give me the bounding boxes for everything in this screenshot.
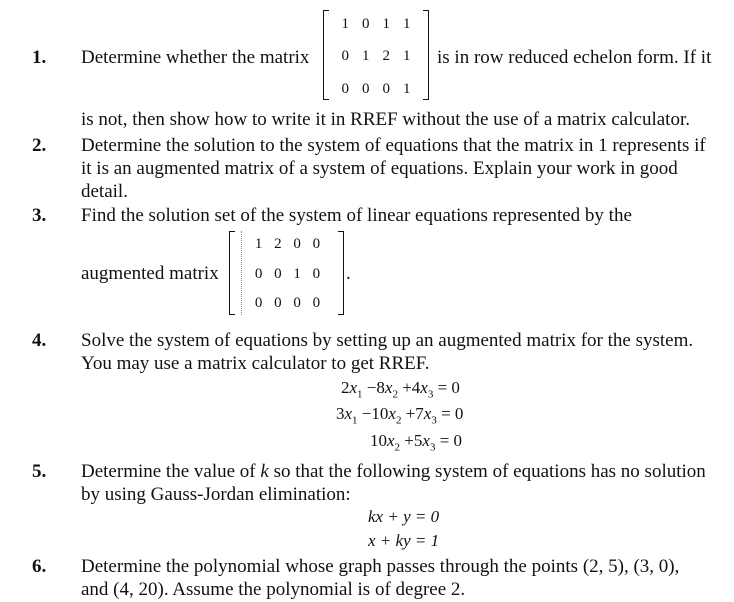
var: x [388, 404, 396, 423]
item-6-text-a: Determine the polynomial whose graph passes through the points (2, 5), (3, 0), [81, 556, 680, 577]
coef: +4 [402, 378, 421, 397]
item-1-text-c: is not, then show how to write it in RREF without the use of a matrix calculator. [81, 109, 690, 130]
matrix-cell: 1 [362, 48, 370, 64]
matrix-cell: 0 [254, 266, 263, 282]
var: x [384, 378, 393, 397]
rhs: = 0 [439, 431, 463, 450]
item-5-text-b: by using Gauss-Jordan elimination: [81, 484, 351, 505]
item-6-text-b: and (4, 20). Assume the polynomial is of degree 2. [81, 579, 466, 600]
variable-k: k [260, 461, 269, 482]
matrix-cell: 1 [403, 48, 411, 64]
matrix-1 [323, 10, 429, 100]
subscript: 2 [395, 414, 402, 427]
var: x [422, 431, 430, 450]
item-number-6: 6. [32, 556, 47, 577]
subscript: 2 [392, 388, 398, 401]
matrix-row [323, 47, 429, 65]
matrix-2 [229, 231, 344, 315]
subscript: 3 [429, 441, 436, 454]
subscript: 1 [357, 388, 363, 401]
matrix-row [229, 294, 344, 312]
coef: 3 [336, 404, 345, 423]
item-4-text-a: Solve the system of equations by setting up an augmented matrix for the system. [81, 330, 694, 351]
item-4-text-b: You may use a matrix calculator to get RREF. [81, 353, 430, 374]
matrix-cell: 1 [341, 16, 349, 32]
matrix-cell: 0 [382, 81, 390, 97]
matrix-cell: 1 [382, 16, 390, 32]
item-number-4: 4. [32, 330, 47, 351]
item-1-text-b: is in row reduced echelon form. If it [437, 47, 712, 68]
item-number-5: 5. [32, 461, 47, 482]
item-number-1: 1. [32, 47, 47, 68]
matrix-cell: 0 [293, 295, 301, 311]
subscript: 3 [427, 388, 434, 401]
matrix-cell: 1 [254, 236, 263, 252]
rhs: = 0 [441, 404, 464, 423]
item-3-text-b: augmented matrix [81, 263, 219, 284]
item-5-text-a-start: Determine the value of [81, 461, 256, 482]
subscript: 1 [352, 414, 358, 427]
matrix-row [323, 80, 429, 98]
item-5-text-a [81, 460, 706, 484]
matrix-cell: 1 [403, 16, 411, 32]
equation-5-1: kx + y = 0 [368, 507, 440, 526]
equation-4-3 [370, 430, 462, 458]
coef: 10 [370, 431, 387, 450]
var: x [344, 404, 353, 423]
subscript: 2 [394, 441, 401, 454]
matrix-cell: 1 [293, 266, 301, 282]
item-2-text-b: it is an augmented matrix of a system of equations. Explain your work in good [81, 158, 678, 179]
rhs: = 0 [437, 378, 460, 397]
coef: 2 [341, 378, 350, 397]
item-2-text-a: Determine the solution to the system of equations that the matrix in 1 represents if [81, 135, 706, 156]
item-number-3: 3. [32, 205, 47, 226]
subscript: 3 [431, 414, 437, 427]
matrix-row [229, 235, 344, 253]
coef: +5 [404, 431, 423, 450]
matrix-cell: 2 [382, 48, 390, 64]
matrix-cell: 0 [293, 236, 301, 252]
var: x [420, 378, 428, 397]
matrix-cell: 0 [341, 81, 349, 97]
item-2-text-c: detail. [81, 181, 128, 202]
matrix-row [323, 15, 429, 33]
var: x [423, 404, 432, 423]
equation-4-1 [341, 377, 460, 405]
equation-4-2 [336, 403, 463, 431]
matrix-cell: 0 [254, 295, 263, 311]
item-3-period: . [346, 263, 351, 284]
matrix-cell: 0 [362, 81, 370, 97]
matrix-cell: 0 [312, 295, 321, 311]
matrix-cell: 0 [274, 295, 282, 311]
matrix-row [229, 265, 344, 283]
item-number-2: 2. [32, 135, 47, 156]
item-1-text-a: Determine whether the matrix [81, 47, 310, 68]
matrix-cell: 0 [274, 266, 282, 282]
matrix-cell: 1 [403, 81, 411, 97]
var: x [387, 431, 395, 450]
matrix-cell: 0 [362, 16, 370, 32]
item-5-text-a-end: so that the following system of equations has no solution [273, 461, 706, 482]
coef: −8 [366, 378, 385, 397]
matrix-cell: 0 [341, 48, 349, 64]
matrix-cell: 0 [312, 236, 321, 252]
coef: −10 [361, 404, 389, 423]
matrix-cell: 2 [274, 236, 282, 252]
coef: +7 [405, 404, 424, 423]
equation-5-2: x + ky = 1 [368, 531, 440, 550]
matrix-cell: 0 [312, 266, 321, 282]
item-3-text-a: Find the solution set of the system of linear equations represented by the [81, 205, 632, 226]
var: x [349, 378, 358, 397]
